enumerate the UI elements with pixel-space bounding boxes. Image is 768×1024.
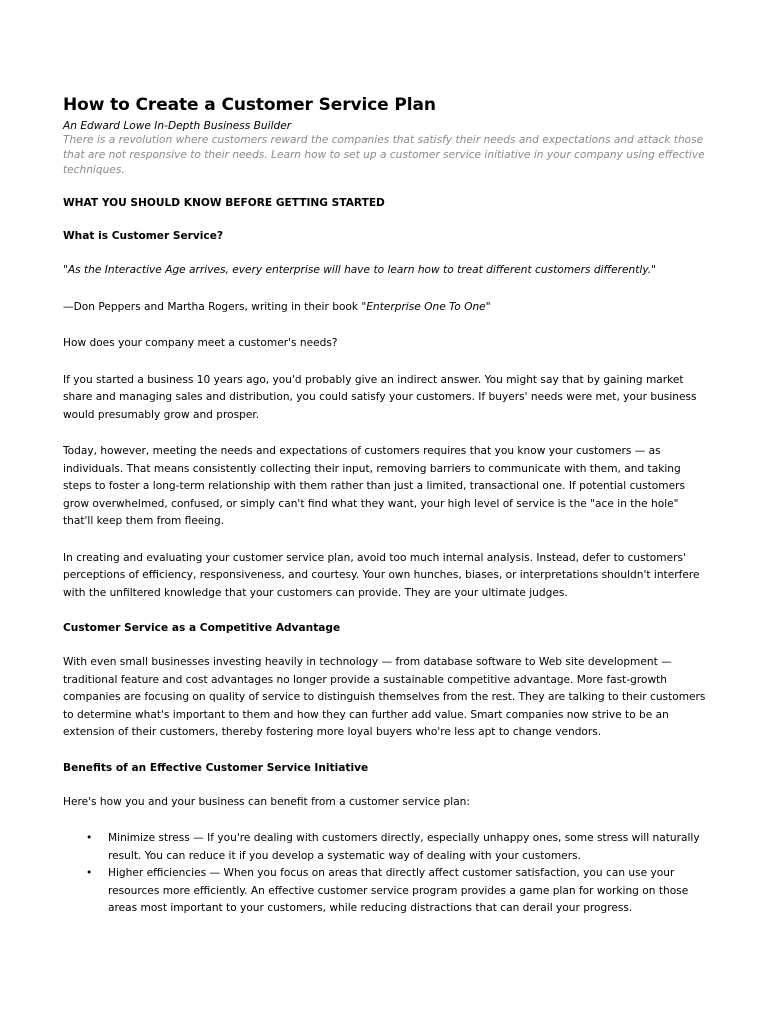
- bullet-icon: •: [86, 832, 93, 845]
- subheading-what-is-customer-service: What is Customer Service?: [63, 230, 224, 243]
- subheading-competitive-advantage: Customer Service as a Competitive Advantage: [63, 622, 341, 635]
- bullet-icon: •: [86, 867, 93, 880]
- benefits-list: [63, 830, 708, 918]
- book-title: Enterprise One To One: [366, 300, 486, 313]
- paragraph-today: Today, however, meeting the needs and expectations of customers requires that you know your customers — as individuals. That means consistently collecting their input, removing barriers to communicate with them, and taking steps to foster a long-term relationship with them rather than just a limited, transactional one. If potential customers grow overwhelmed, confused, or simply can't find what they want, your high level of service is the "ace in the hole" that'll keep them from fleeing.: [63, 445, 685, 528]
- subheading-benefits: Benefits of an Effective Customer Service Initiative: [63, 761, 369, 774]
- list-item: • Higher efficiencies — When you focus on areas that directly affect customer satisfaction, you can use your resources more efficiently. An effective customer service program provides a game plan for working on those areas most important to your customers, while reducing distractions that can derail your progress.: [86, 867, 689, 915]
- paragraph-creating: In creating and evaluating your customer service plan, avoid too much internal analysis. Instead, defer to customers' perceptions of efficiency, responsiveness, and courtesy. Your own hunches, biases, or interpretations shouldn't interfere with the unfiltered knowledge that your customers can provide. They are your ultimate judges.: [63, 551, 700, 599]
- paragraph-question: How does your company meet a customer's needs?: [63, 337, 338, 350]
- page-title: How to Create a Customer Service Plan: [63, 95, 436, 115]
- section-heading: WHAT YOU SHOULD KNOW BEFORE GETTING STARTED: [63, 197, 385, 210]
- list-item: • Minimize stress — If you're dealing with customers directly, especially unhappy ones, some stress will naturally result. You can reduce it if you develop a systematic way of dealing with your customers.: [86, 832, 700, 862]
- quote: "As the Interactive Age arrives, every enterprise will have to learn how to treat different customers differently.": [63, 264, 657, 277]
- intro-summary: There is a revolution where customers reward the companies that satisfy their needs and expectations and attack those that are not responsive to their needs. Learn how to set up a customer service initiative in your company using effective techniques.: [63, 134, 705, 176]
- paragraph-benefits-intro: Here's how you and your business can benefit from a customer service plan:: [63, 795, 470, 808]
- quote-attribution: —Don Peppers and Martha Rogers, writing in their book "Enterprise One To One": [63, 300, 491, 313]
- paragraph-10-years: If you started a business 10 years ago, you'd probably give an indirect answer. You might say that by gaining market share and managing sales and distribution, you could satisfy your customers. If buyers' needs were met, your business would presumably grow and prosper.: [63, 373, 697, 421]
- paragraph-competitive: With even small businesses investing heavily in technology — from database software to Web site development — traditional feature and cost advantages no longer provide a sustainable competitive advantage. More fast-growth companies are focusing on quality of service to distinguish themselves from the rest. They are talking to their customers to determine what's important to them and how they can further add value. Smart companies now strive to be an extension of their customers, thereby fostering more loyal buyers who're less apt to change vendors.: [63, 656, 706, 739]
- byline: An Edward Lowe In-Depth Business Builder: [63, 120, 292, 132]
